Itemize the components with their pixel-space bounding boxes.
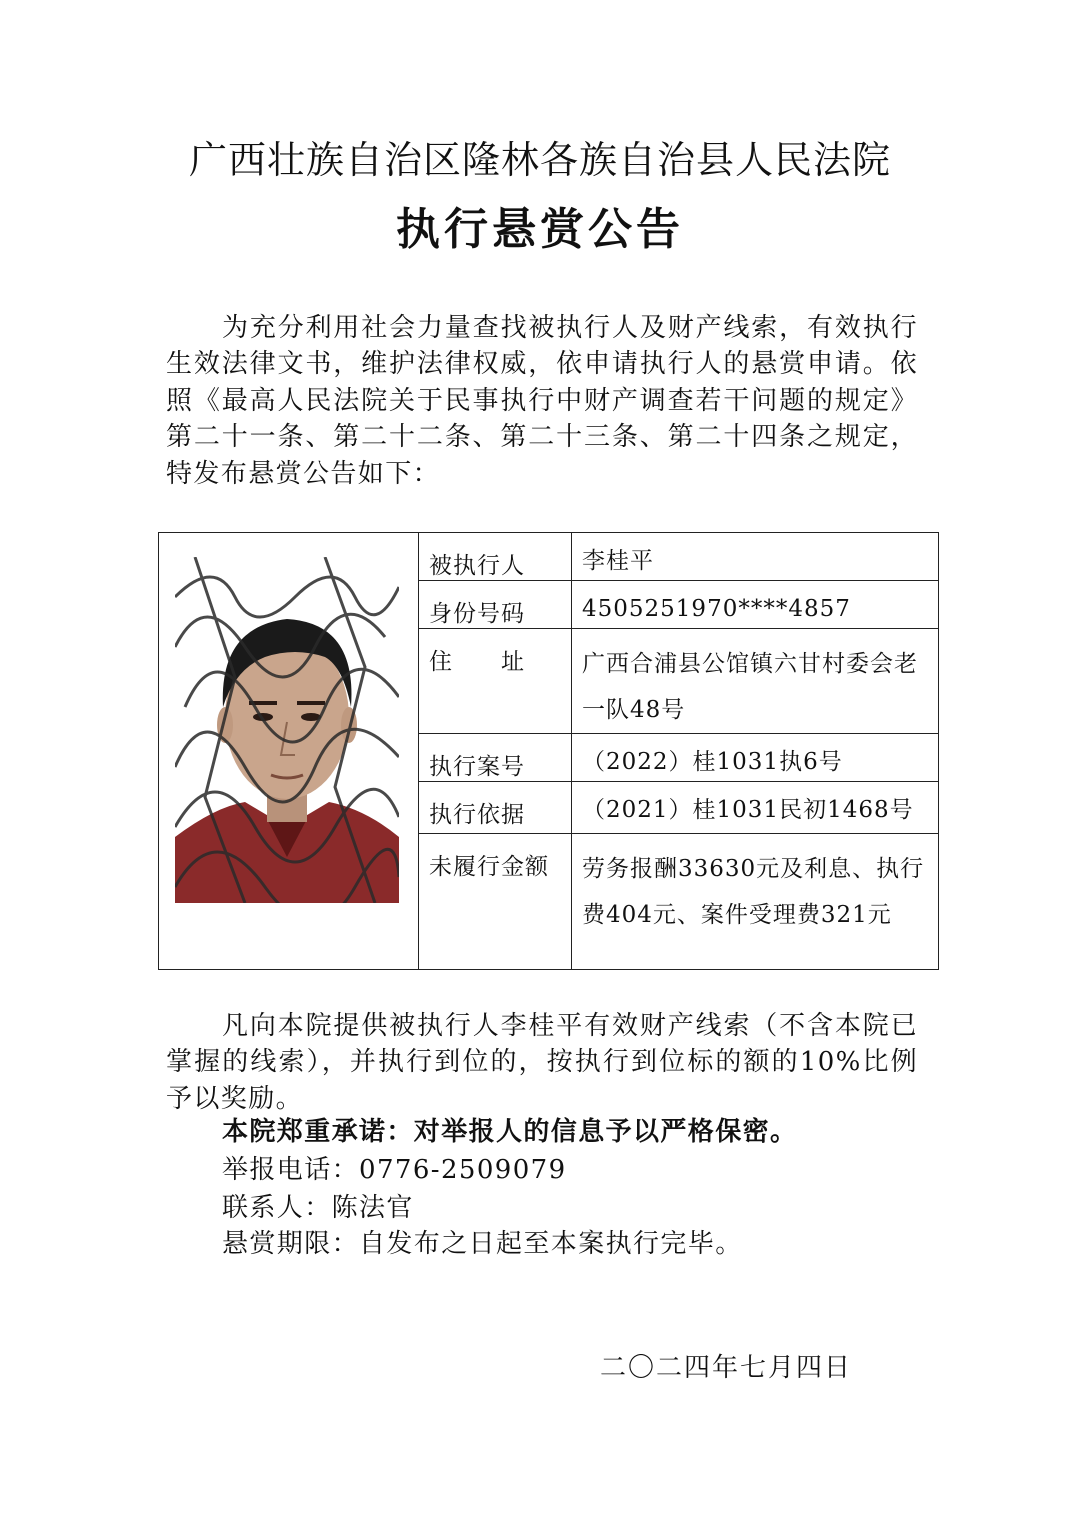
reward-period: 悬赏期限：自发布之日起至本案执行完毕。 xyxy=(222,1229,743,1259)
value-case-number: （2022）桂1031执6号 xyxy=(572,734,939,782)
debtor-info-table xyxy=(158,532,939,970)
label-debtor: 被执行人 xyxy=(419,533,572,581)
label-address: 住 址 xyxy=(419,629,572,734)
notice-title: 执行悬赏公告 xyxy=(396,204,684,255)
value-unpaid-amount: 劳务报酬33630元及利息、执行费404元、案件受理费321元 xyxy=(572,834,939,970)
label-execution-basis: 执行依据 xyxy=(419,782,572,834)
value-address: 广西合浦县公馆镇六甘村委会老一队48号 xyxy=(572,629,939,734)
label-case-number: 执行案号 xyxy=(419,734,572,782)
confidentiality-pledge: 本院郑重承诺：对举报人的信息予以严格保密。 xyxy=(222,1117,798,1147)
contact-person: 联系人：陈法官 xyxy=(222,1193,414,1223)
value-debtor: 李桂平 xyxy=(572,533,939,581)
reward-paragraph: 凡向本院提供被执行人李桂平有效财产线索（不含本院已掌握的线索），并执行到位的，按执行到位标的额的10%比例予以奖励。 xyxy=(166,1011,918,1114)
notice-date: 二〇二四年七月四日 xyxy=(600,1353,853,1383)
value-execution-basis: （2021）桂1031民初1468号 xyxy=(572,782,939,834)
label-unpaid-amount: 未履行金额 xyxy=(419,834,572,970)
court-name: 广西壮族自治区隆林各族自治县人民法院 xyxy=(188,138,891,182)
report-phone: 举报电话：0776-2509079 xyxy=(222,1155,567,1185)
photo-cell xyxy=(159,533,419,970)
value-id-number: 4505251970****4857 xyxy=(572,581,939,629)
intro-paragraph: 为充分利用社会力量查找被执行人及财产线索，有效执行生效法律文书，维护法律权威，依申请执行人的悬赏申请。依照《最高人民法院关于民事执行中财产调查若干问题的规定》第二十一条、第二十二条、第二十三条、第二十四条之规定，特发布悬赏公告如下： xyxy=(166,313,918,489)
label-id-number: 身份号码 xyxy=(419,581,572,629)
person-photo xyxy=(175,557,399,903)
